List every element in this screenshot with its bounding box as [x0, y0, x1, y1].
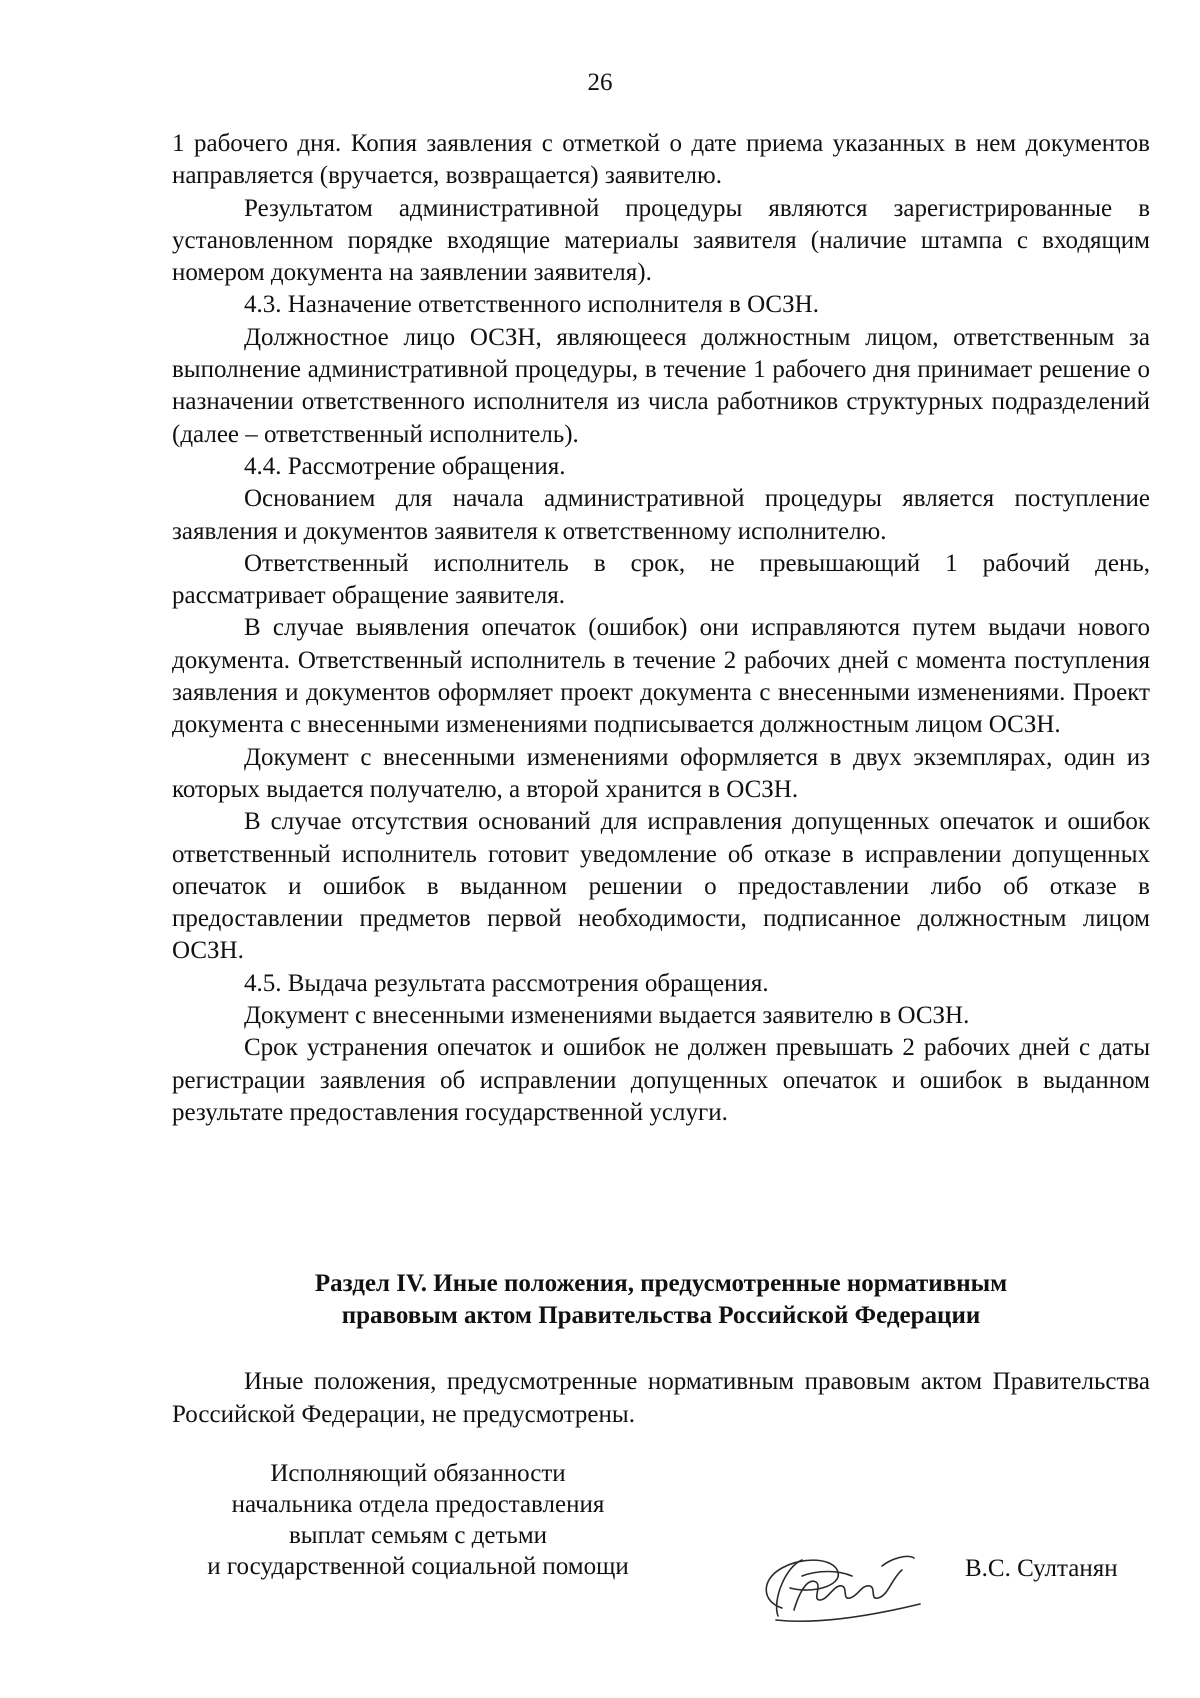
page-number: 26: [587, 69, 613, 96]
body-paragraph: 4.4. Рассмотрение обращения.: [244, 452, 566, 480]
body-paragraph: Основанием для начала административной процедуры является поступление заявления и документов заявителя к ответственному исполнителю.: [172, 485, 1150, 545]
signer-title-block: [168, 1458, 668, 1582]
signer-title-line: выплат семьям с детьми: [288, 1522, 548, 1549]
body-paragraph: 1 рабочего дня. Копия заявления с отметкой о дате приема указанных в нем документов направляется (вручается, возвращается) заявителю.: [172, 130, 1150, 190]
signer-title-line: и государственной социальной помощи: [207, 1553, 629, 1580]
body-paragraph: 4.5. Выдача результата рассмотрения обращения.: [244, 969, 769, 997]
body-paragraph: Срок устранения опечаток и ошибок не должен превышать 2 рабочих дней с даты регистрации заявления об исправлении допущенных опечаток и ошибок в выданном результате предоставления государственной услуги.: [172, 1034, 1150, 1126]
body-paragraph: В случае выявления опечаток (ошибок) они исправляются путем выдачи нового документа. Ответственный исполнитель в течение 2 рабочих дней с момента поступления заявления и документов оформляет проект документа с внесенными изменениями. Проект документа с внесенными изменениями подписывается должностным лицом ОСЗН.: [172, 614, 1150, 739]
signer-title-line: Исполняющий обязанности: [270, 1460, 566, 1487]
signer-name: В.С. Султанян: [965, 1555, 1118, 1582]
body-paragraph: Результатом административной процедуры являются зарегистрированные в установленном порядке входящие материалы заявителя (наличие штампа с входящим номером документа на заявлении заявителя).: [172, 194, 1150, 287]
body-paragraph: В случае отсутствия оснований для исправления допущенных опечаток и ошибок ответственный исполнитель готовит уведомление об отказе в исправлении допущенных опечаток и ошибок в выданном решении о предоставлении либо об отказе в предоставлении предметов первой необходимости, подписанное должностным лицом ОСЗН.: [172, 808, 1150, 965]
handwritten-signature: [742, 1530, 942, 1630]
body-paragraph: Документ с внесенными изменениями выдается заявителю в ОСЗН.: [244, 1002, 970, 1030]
section-paragraph: Иные положения, предусмотренные нормативным правовым актом Правительства Российской Федерации, не предусмотрены.: [172, 1368, 1150, 1428]
section-heading: [172, 1268, 1150, 1332]
body-paragraph: Документ с внесенными изменениями оформляется в двух экземплярах, один из которых выдается получателю, а второй хранится в ОСЗН.: [172, 743, 1150, 803]
section-heading-line-2: правовым актом Правительства Российской Федерации: [341, 1302, 981, 1329]
body-paragraph: 4.3. Назначение ответственного исполнителя в ОСЗН.: [244, 291, 819, 319]
document-body: [172, 128, 1150, 1129]
body-paragraph: Ответственный исполнитель в срок, не превышающий 1 рабочий день, рассматривает обращение заявителя.: [172, 549, 1150, 610]
section-heading-line-1: Раздел IV. Иные положения, предусмотренные нормативным: [314, 1270, 1008, 1297]
signer-title-line: начальника отдела предоставления: [231, 1491, 605, 1518]
body-paragraph: Должностное лицо ОСЗН, являющееся должностным лицом, ответственным за выполнение административной процедуры, в течение 1 рабочего дня принимает решение о назначении ответственного исполнителя из числа работников структурных подразделений (далее – ответственный исполнитель).: [172, 323, 1150, 448]
